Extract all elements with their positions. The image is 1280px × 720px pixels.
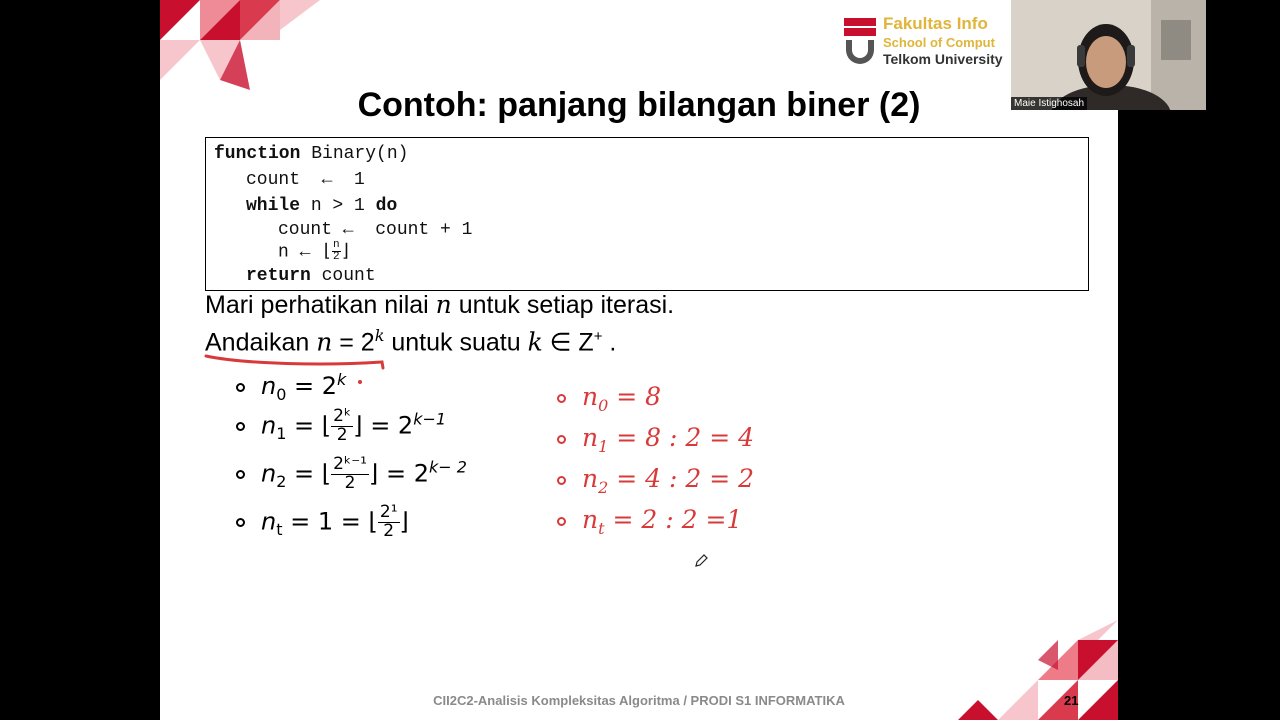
- variable: n: [435, 290, 452, 319]
- text-run: ⌋ = 2: [353, 411, 414, 440]
- fraction: [331, 408, 353, 445]
- math-row-n2: [236, 456, 467, 493]
- subscript: t: [598, 519, 605, 538]
- handwritten-line-n2: [557, 464, 754, 497]
- text-run: = 4 : 2 = 2: [608, 464, 755, 493]
- variable: n: [261, 459, 277, 488]
- logo-line-school: School of Comput: [883, 35, 995, 50]
- keyword: while: [246, 196, 301, 216]
- subscript: 1: [276, 424, 287, 444]
- telkom-logo-icon: [842, 18, 878, 64]
- text-run: untuk suatu: [384, 328, 528, 357]
- fraction: [332, 240, 341, 263]
- text-run: = 2 : 2 =1: [604, 505, 743, 534]
- text-run: = 8: [608, 382, 662, 411]
- subscript: 0: [598, 396, 609, 415]
- fraction-numerator: n: [333, 239, 340, 251]
- slide-footer: CII2C2-Analisis Kompleksitas Algoritma / PRODI S1 INFORMATIKA: [433, 693, 845, 708]
- telkom-university-logo: [842, 14, 1017, 70]
- bullet-icon: [557, 394, 566, 403]
- paragraph-iteration: [205, 290, 674, 320]
- code-text: Binary(n): [300, 144, 409, 164]
- variable: n: [261, 372, 277, 400]
- logo-line-university: Telkom University: [883, 51, 1003, 67]
- handwritten-line-nt: [557, 505, 742, 538]
- webcam-video-tile[interactable]: [1011, 0, 1206, 110]
- fraction-numerator: 2¹: [379, 502, 398, 522]
- bullet-icon: [236, 383, 245, 392]
- handwritten-line-n1: [557, 423, 754, 456]
- logo-line-faculty: Fakultas Info: [883, 14, 988, 33]
- variable: n: [261, 411, 277, 440]
- text-run: untuk setiap iterasi.: [451, 291, 675, 319]
- red-dot-annotation: [358, 380, 362, 384]
- fraction: [331, 456, 369, 493]
- fraction-denominator: 2: [333, 251, 340, 263]
- fraction-denominator: 2: [344, 472, 356, 493]
- exponent: k: [337, 370, 347, 389]
- text-run: = 2: [332, 328, 375, 357]
- exponent: k− 2: [428, 457, 467, 477]
- fraction: [378, 504, 400, 541]
- math-row-nt: [236, 504, 409, 541]
- bullet-icon: [236, 470, 245, 479]
- pencil-cursor-icon: [694, 554, 708, 568]
- code-line-return: [246, 266, 376, 286]
- triangle-decoration-top-left: [160, 0, 320, 100]
- variable: n: [582, 505, 599, 534]
- fraction-numerator: 2ᵏ⁻¹: [333, 454, 367, 474]
- text-run: = ⌊: [286, 411, 332, 440]
- code-line-function: [214, 144, 408, 164]
- text-run: = 2: [286, 372, 338, 400]
- text-run: = 8 : 2 = 4: [608, 423, 755, 452]
- participant-video-feed: [1011, 0, 1206, 110]
- text-run: Mari perhatikan nilai: [205, 291, 436, 319]
- bullet-icon: [557, 517, 566, 526]
- math-row-n0: [236, 370, 346, 404]
- participant-name-label: Maie Istighosah: [1011, 97, 1087, 110]
- handwritten-line-n0: [557, 382, 661, 415]
- subscript: 2: [276, 472, 287, 492]
- keyword: function: [214, 144, 301, 164]
- page-number: 21: [1064, 693, 1079, 708]
- code-line-while: [246, 196, 397, 216]
- fraction-denominator: 2: [383, 520, 395, 541]
- red-underline-annotation: [204, 352, 386, 370]
- keyword: do: [375, 196, 398, 216]
- code-line-count-init: count ← 1: [246, 170, 365, 190]
- fraction-numerator: 2ᵏ: [333, 406, 352, 426]
- text-run: .: [602, 328, 617, 357]
- code-block: [205, 137, 1089, 291]
- variable: n: [582, 464, 599, 493]
- subscript: t: [276, 520, 283, 540]
- exponent: k: [374, 326, 385, 345]
- variable: n: [582, 423, 599, 452]
- bullet-icon: [236, 422, 245, 431]
- variable: n: [261, 507, 277, 536]
- text-run: Andaikan: [205, 328, 317, 357]
- text-run: ∈ Z: [542, 328, 594, 357]
- code-text: n ← ⌊: [278, 242, 333, 263]
- slide: [160, 0, 1118, 720]
- keyword: return: [246, 266, 311, 286]
- code-text: ⌋: [340, 242, 352, 263]
- code-text: count: [310, 266, 376, 286]
- text-run: ⌋: [399, 507, 409, 536]
- superscript: +: [593, 328, 603, 345]
- subscript: 2: [598, 478, 609, 497]
- variable: n: [316, 327, 333, 357]
- bullet-icon: [236, 518, 245, 527]
- text-run: = 1 = ⌊: [282, 507, 378, 536]
- bullet-icon: [557, 476, 566, 485]
- code-line-increment: count ← count + 1: [278, 220, 473, 240]
- math-row-n1: [236, 408, 446, 445]
- subscript: 0: [276, 384, 287, 404]
- text-run: ⌋ = 2: [368, 459, 429, 488]
- fraction-denominator: 2: [336, 424, 348, 445]
- exponent: k−1: [413, 409, 447, 429]
- code-text: n > 1: [300, 196, 376, 216]
- code-line-halve: [278, 240, 352, 263]
- text-run: = ⌊: [286, 459, 332, 488]
- subscript: 1: [598, 437, 609, 456]
- slide-title: Contoh: panjang bilangan biner (2): [357, 86, 921, 124]
- variable: k: [527, 327, 543, 357]
- variable: n: [582, 382, 599, 411]
- bullet-icon: [557, 435, 566, 444]
